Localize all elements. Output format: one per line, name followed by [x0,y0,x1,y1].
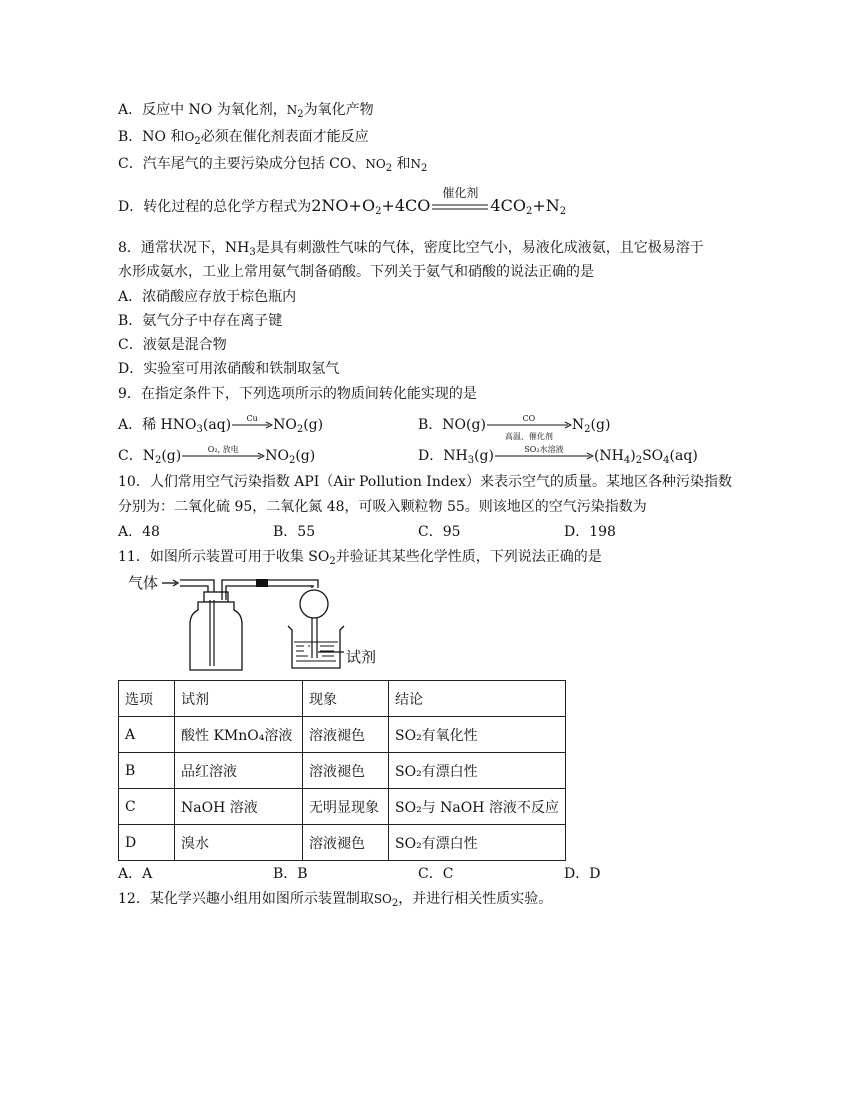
q9-option-b: B．NO(g) CO 高温、催化剂 $N_2(g)$ [418,415,610,440]
q7-b-text: B．NO 和 [118,129,185,145]
q8-stem-line2: 水形成氨水，工业上常用氨气制备硝酸。下列关于氨气和硝酸的说法正确的是 [118,264,594,280]
q9-a-end: (g) [303,417,324,433]
q7-c-text: C．汽车尾气的主要污染成分包括 CO、 [118,156,366,172]
reaction-arrow-icon [494,445,594,463]
q11-option-d: D．D [564,866,601,882]
gas-label: 气体 [128,574,159,592]
q11-stem-a: 11．如图所示装置可用于收集 SO [118,549,330,565]
table-cell: 溶液褪色 [303,753,389,789]
q9-option-d: D．$NH_3(g)$ SO₂水溶液 $(NH_4)_2SO_4(aq)$ [418,446,698,471]
catalyst-label: 催化剂 [442,186,479,200]
q7-d-text: D．转化过程的总化学方程式为 [118,199,312,215]
q9-c-pre: C．N [118,448,155,464]
equals-catalyst-sign [430,186,490,217]
q9-option-a: A．稀 $HNO_3(aq)$ Cu $NO_2(g)$ [118,415,323,440]
table-row [119,789,566,825]
q9-d-post3: SO [642,448,664,464]
table-cell: D [119,825,175,861]
table-header: 选项 [119,681,175,717]
q9-b-pre: B．NO(g) [418,417,486,433]
q9-d-pre: D．NH [418,448,468,464]
q9-option-c: C．$N_2(g)$ O₂, 放电 $NO_2(g)$ [118,446,315,471]
reaction-arrow-icon [231,414,273,432]
table-cell: SO₂与 NaOH 溶液不反应 [389,789,566,825]
q11-option-c: C．C [418,866,454,882]
table-row [119,717,566,753]
q11-options-table [118,680,566,861]
q9-c-mid: (g) [161,448,182,464]
q7-c-text2: 和 [396,156,411,172]
q9-d-condition: SO₂水溶液 [524,445,564,454]
q8-option-c: C．液氨是混合物 [118,337,227,353]
q9-b-condition-top: CO [522,414,536,423]
table-header: 结论 [389,681,566,717]
table-cell: 酸性 KMnO₄溶液 [175,717,303,753]
q12-stem: 12．某化学兴趣小组用如图所示装置制取$SO_2$，并进行相关性质实验。 [118,891,553,909]
q9-stem: 9．在指定条件下，下列选项所示的物质间转化能实现的是 [118,386,477,402]
q8-option-a: A．浓硝酸应存放于棕色瓶内 [118,289,297,305]
q8-option-b: B．氨气分子中存在离子键 [118,313,283,329]
table-row [119,753,566,789]
q8-stem-line1: 8．通常状况下，$NH_3$是具有刺激性气味的气体，密度比空气小，易液化成液氨，且它极易溶于 [118,240,704,258]
table-cell: 品红溶液 [175,753,303,789]
q8-option-d: D．实验室可用浓硝酸和铁制取氢气 [118,361,340,377]
q8-stem-a: 8．通常状况下，NH [118,240,250,256]
q11-stem: 11．如图所示装置可用于收集 $SO_2$并验证其某些化学性质，下列说法正确的是 [118,549,602,567]
reaction-arrow-icon [486,414,572,441]
q10-stem-line2: 分别为：二氧化硫 95，二氧化氮 48，可吸入颗粒物 55。则该地区的空气污染指数为 [118,499,647,515]
q9-b-condition-bottom: 高温、催化剂 [504,432,553,441]
q9-b-post: N [571,417,585,433]
q9-a-condition: Cu [246,414,258,423]
table-cell: A [119,717,175,753]
q9-b-end: (g) [590,417,611,433]
q9-d-post2: ) [630,448,636,464]
table-row [119,825,566,861]
q11-option-b: B．B [273,866,308,882]
table-header: 现象 [303,681,389,717]
q7-a-text: A．反应中 NO 为氧化剂， [118,102,287,118]
table-cell: NaOH 溶液 [175,789,303,825]
reagent-label: 试剂 [346,648,377,666]
q9-d-post: (NH [593,448,624,464]
q8-stem-b: 是具有刺激性气味的气体，密度比空气小，易液化成液氨，且它极易溶于 [255,240,704,256]
q7-option-b: B．NO 和$O_2$必须在催化剂表面才能反应 [118,129,369,147]
q11-stem-b: 并验证其某些化学性质，下列说法正确的是 [335,549,602,565]
table-cell: 无明显现象 [303,789,389,825]
q9-a-pre: A．稀 HNO [118,417,197,433]
q12-stem-a: 12．某化学兴趣小组用如图所示装置制取 [118,891,374,907]
q7-option-a: A．反应中 NO 为氧化剂，$N_2$为氧化产物 [118,102,374,120]
table-header: 试剂 [175,681,303,717]
q10-option-a: A．48 [118,524,160,540]
table-cell: 溴水 [175,825,303,861]
apparatus-drawing [128,570,408,678]
q7-option-d: D．转化过程的总化学方程式为$2NO+O_2+4CO$ 催化剂 $4CO_2+N_2$ [118,196,566,222]
q9-c-end: (g) [295,448,316,464]
q10-option-b: B．55 [273,524,316,540]
q7-option-c: C．汽车尾气的主要污染成分包括 CO、$NO_2$ 和$N_2$ [118,156,428,174]
table-cell: B [119,753,175,789]
q10-option-d: D．198 [564,524,616,540]
reaction-arrow-icon [181,445,265,463]
table-cell: SO₂有漂白性 [389,753,566,789]
q10-option-c: C．95 [418,524,461,540]
q10-stem-line1: 10．人们常用空气污染指数 API（Air Pollution Index）来表示空气的质量。某地区各种污染指数 [118,474,732,490]
table-header-row [119,681,566,717]
q9-a-mid: (aq) [202,417,232,433]
q9-d-end: (aq) [669,448,698,464]
table-cell: SO₂有氧化性 [389,717,566,753]
q9-c-condition: O₂, 放电 [207,445,239,454]
table-cell: 溶液褪色 [303,717,389,753]
table-cell: 溶液褪色 [303,825,389,861]
q11-option-a: A．A [118,866,153,882]
q12-stem-b: ，并进行相关性质实验。 [398,891,553,907]
q9-d-mid: (g) [474,448,494,464]
q7-b-text2: 必须在催化剂表面才能反应 [200,129,369,145]
table-cell: C [119,789,175,825]
gas-collection-apparatus [128,570,408,678]
q9-a-post: NO [273,417,297,433]
q9-c-post: NO [265,448,289,464]
table-cell: SO₂有漂白性 [389,825,566,861]
q7-a-text2: 为氧化产物 [303,102,374,118]
